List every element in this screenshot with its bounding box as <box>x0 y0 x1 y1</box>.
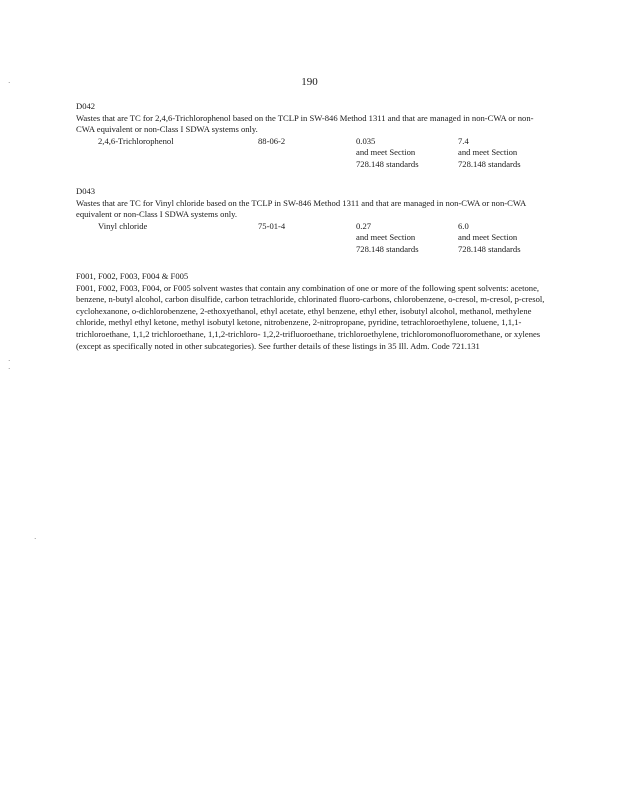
scan-speck: · <box>8 357 11 365</box>
waste-description: F001, F002, F003, F004, or F005 solvent wastes that contain any combination of one or more of the following spent solvents: acetone, benzene, n-butyl alcohol, carbon disulfide, carbon tetrachloride, chlorinated fluoro-carbons, chlorobenzene, o-cresol, m-cresol, p-cresol, cyclohexanone, o-dichlorobenzene, 2-ethoxyethanol, ethyl acetate, ethyl benzene, ethyl ether, isobutyl alcohol, methanol, methylene chloride, methyl ethyl ketone, methyl isobutyl ketone, nitrobenzene, 2-nitropropane, pyridine, tetrachloroethylene, toluene, 1,1,1-trichloroethane, 1,1,2 trichloroethane, 1,1,2-trichloro- 1,2,2-trifluoroethane, trichloroethylene, trichloromonofluoromethane, or xylenes (except as specifically noted in other subcategories). See further details of these listings in 35 Ill. Adm. Code 721.131 <box>76 282 545 351</box>
waste-description: Wastes that are TC for 2,4,6-Trichlorophenol based on the TCLP in SW-846 Method 1311 and that are managed in non-CWA or non-CWA equivalent or non-Class I SDWA systems only. <box>76 112 534 135</box>
waste-code: D042 <box>76 101 96 111</box>
nonwastewater-standard: 7.4 <box>458 135 469 146</box>
table-row <box>76 136 546 148</box>
table-row <box>76 244 546 256</box>
wastewater-standard: 728.148 standards <box>356 158 419 169</box>
table-row <box>76 232 546 244</box>
waste-description: Wastes that are TC for Vinyl chloride based on the TCLP in SW-846 Method 1311 and that are managed in non-CWA or non-CWA equivalent or non-Class I SDWA systems only. <box>76 197 526 220</box>
constituent-name: 2,4,6-Trichlorophenol <box>98 135 174 146</box>
wastewater-standard: and meet Section <box>356 147 416 158</box>
table-row <box>76 221 546 233</box>
section-d043 <box>76 186 546 256</box>
table-row <box>76 147 546 159</box>
scan-speck: · <box>34 535 37 543</box>
nonwastewater-standard: 728.148 standards <box>458 243 521 254</box>
waste-code: D043 <box>76 186 96 196</box>
wastewater-standard: 728.148 standards <box>356 243 419 254</box>
nonwastewater-standard: 728.148 standards <box>458 158 521 169</box>
nonwastewater-standard: and meet Section <box>458 232 518 243</box>
nonwastewater-standard: 6.0 <box>458 220 469 231</box>
scan-speck: · <box>8 79 11 87</box>
wastewater-standard: and meet Section <box>356 232 416 243</box>
table-row <box>76 159 546 171</box>
wastewater-standard: 0.035 <box>356 135 376 146</box>
scan-speck: · <box>8 365 11 373</box>
wastewater-standard: 0.27 <box>356 220 372 231</box>
section-f001-f005 <box>76 271 546 352</box>
nonwastewater-standard: and meet Section <box>458 147 518 158</box>
page-number: 190 <box>301 76 318 88</box>
constituent-name: Vinyl chloride <box>98 220 148 231</box>
cas-number: 75-01-4 <box>258 220 286 231</box>
section-d042 <box>76 101 546 171</box>
waste-code: F001, F002, F003, F004 & F005 <box>76 271 189 281</box>
cas-number: 88-06-2 <box>258 135 286 146</box>
